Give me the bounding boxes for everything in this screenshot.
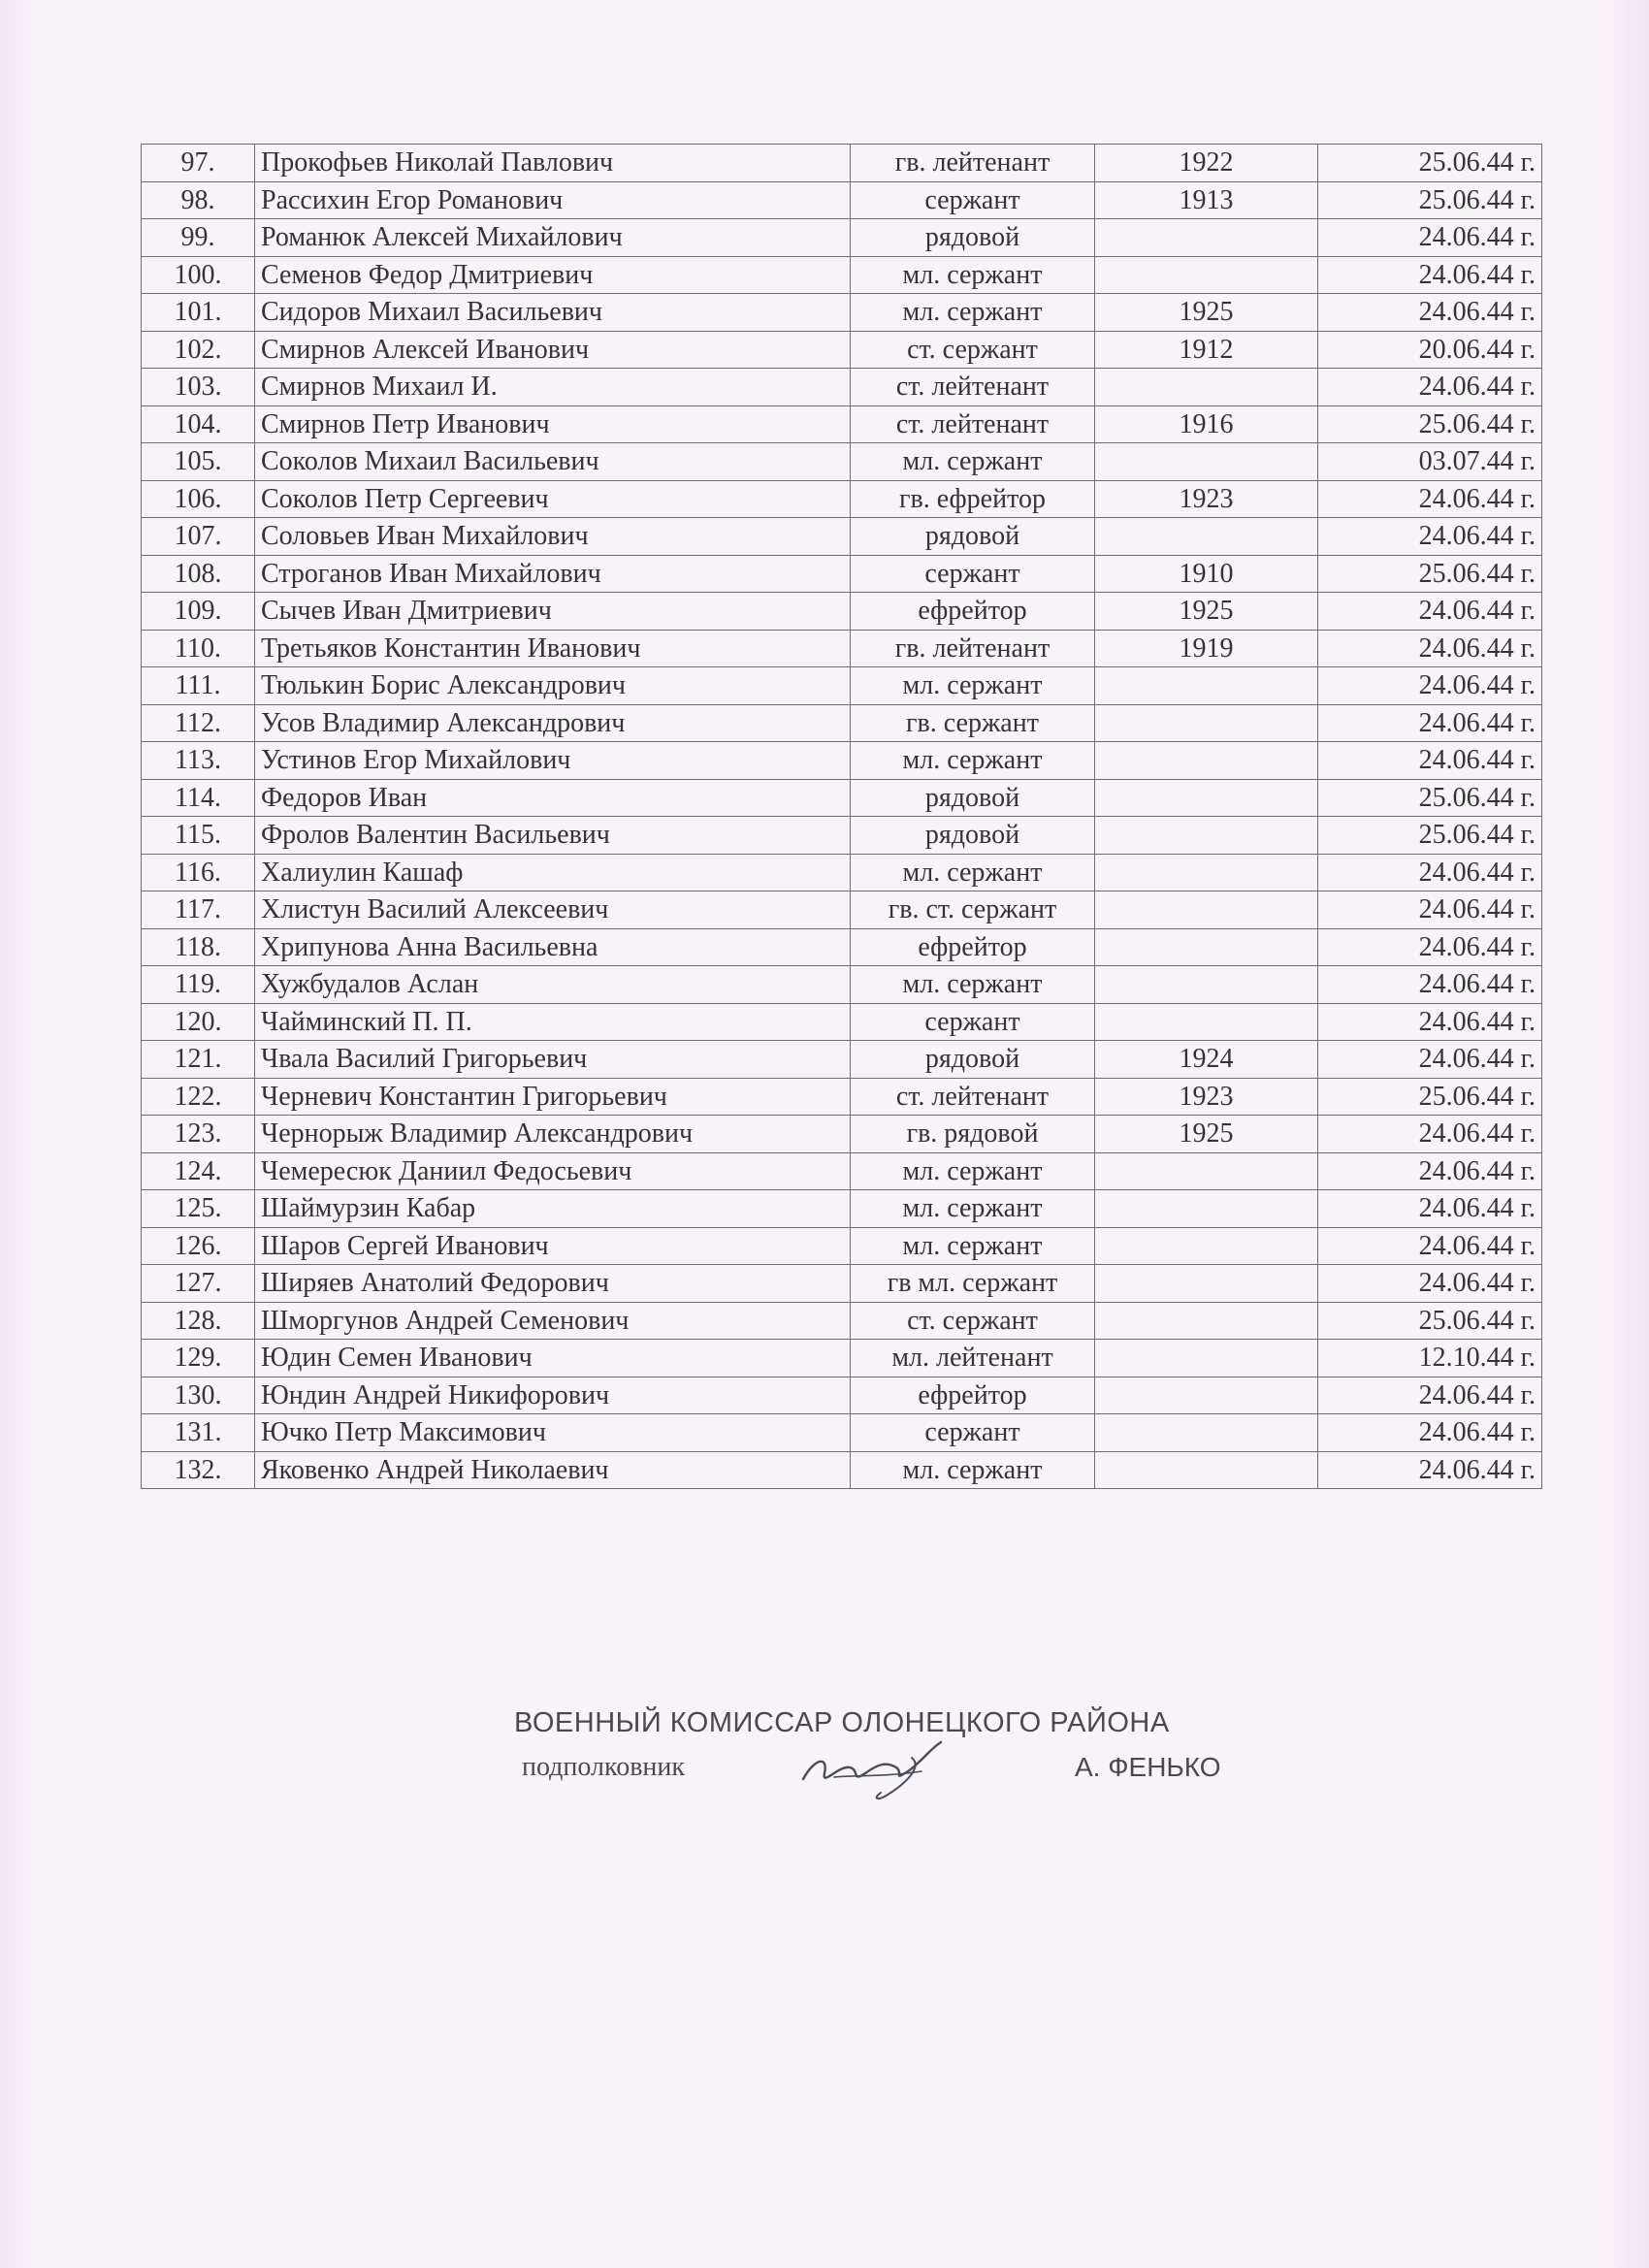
row-number-cell: 120.	[142, 1003, 255, 1041]
military-rank-cell: ефрейтор	[851, 928, 1095, 966]
birth-year-cell	[1095, 443, 1318, 481]
military-rank-cell: ефрейтор	[851, 593, 1095, 631]
row-number-cell: 110.	[142, 630, 255, 667]
death-date-cell: 25.06.44 г.	[1318, 779, 1542, 817]
death-date-cell: 24.06.44 г.	[1318, 928, 1542, 966]
row-number-cell: 129.	[142, 1340, 255, 1377]
birth-year-cell	[1095, 1190, 1318, 1228]
row-number-cell: 119.	[142, 966, 255, 1004]
soldier-name-cell: Сычев Иван Дмитриевич	[255, 593, 851, 631]
military-rank-cell: ст. сержант	[851, 331, 1095, 369]
death-date-cell: 24.06.44 г.	[1318, 369, 1542, 406]
military-rank-cell: мл. сержант	[851, 1190, 1095, 1228]
table-row	[142, 480, 1542, 518]
row-number-cell: 98.	[142, 181, 255, 219]
military-rank-cell: рядовой	[851, 219, 1095, 257]
death-date-cell: 24.06.44 г.	[1318, 294, 1542, 332]
soldier-name-cell: Шаров Сергей Иванович	[255, 1227, 851, 1265]
row-number-cell: 125.	[142, 1190, 255, 1228]
death-date-cell: 24.06.44 г.	[1318, 891, 1542, 929]
soldier-name-cell: Черневич Константин Григорьевич	[255, 1078, 851, 1116]
birth-year-cell	[1095, 518, 1318, 556]
soldier-name-cell: Смирнов Михаил И.	[255, 369, 851, 406]
birth-year-cell: 1925	[1095, 593, 1318, 631]
military-rank-cell: мл. сержант	[851, 1451, 1095, 1489]
soldier-name-cell: Шаймурзин Кабар	[255, 1190, 851, 1228]
soldier-name-cell: Семенов Федор Дмитриевич	[255, 256, 851, 294]
row-number-cell: 107.	[142, 518, 255, 556]
soldier-name-cell: Фролов Валентин Васильевич	[255, 817, 851, 855]
birth-year-cell	[1095, 1003, 1318, 1041]
death-date-cell: 24.06.44 г.	[1318, 742, 1542, 780]
death-date-cell: 25.06.44 г.	[1318, 1302, 1542, 1340]
death-date-cell: 24.06.44 г.	[1318, 593, 1542, 631]
birth-year-cell	[1095, 1302, 1318, 1340]
military-rank-cell: гв. ефрейтор	[851, 480, 1095, 518]
row-number-cell: 122.	[142, 1078, 255, 1116]
row-number-cell: 109.	[142, 593, 255, 631]
commissar-title: ВОЕННЫЙ КОМИССАР ОЛОНЕЦКОГО РАЙОНА	[514, 1707, 1170, 1738]
birth-year-cell	[1095, 1265, 1318, 1303]
soldier-name-cell: Чвала Василий Григорьевич	[255, 1041, 851, 1079]
birth-year-cell	[1095, 704, 1318, 742]
table-row	[142, 145, 1542, 182]
table-row	[142, 1451, 1542, 1489]
death-date-cell: 24.06.44 г.	[1318, 1116, 1542, 1153]
death-date-cell: 24.06.44 г.	[1318, 1265, 1542, 1303]
table-row	[142, 405, 1542, 443]
table-row	[142, 891, 1542, 929]
death-date-cell: 25.06.44 г.	[1318, 405, 1542, 443]
row-number-cell: 103.	[142, 369, 255, 406]
table-row	[142, 742, 1542, 780]
birth-year-cell: 1924	[1095, 1041, 1318, 1079]
row-number-cell: 97.	[142, 145, 255, 182]
birth-year-cell	[1095, 369, 1318, 406]
roster-body	[142, 145, 1542, 1489]
birth-year-cell: 1925	[1095, 294, 1318, 332]
military-rank-cell: мл. сержант	[851, 742, 1095, 780]
soldier-name-cell: Хужбудалов Аслан	[255, 966, 851, 1004]
death-date-cell: 25.06.44 г.	[1318, 555, 1542, 593]
table-row	[142, 1041, 1542, 1079]
death-date-cell: 24.06.44 г.	[1318, 1227, 1542, 1265]
birth-year-cell: 1925	[1095, 1116, 1318, 1153]
military-rank-cell: мл. сержант	[851, 256, 1095, 294]
table-row	[142, 219, 1542, 257]
soldier-name-cell: Прокофьев Николай Павлович	[255, 145, 851, 182]
row-number-cell: 115.	[142, 817, 255, 855]
birth-year-cell	[1095, 817, 1318, 855]
military-rank-cell: ст. лейтенант	[851, 405, 1095, 443]
death-date-cell: 24.06.44 г.	[1318, 1003, 1542, 1041]
row-number-cell: 111.	[142, 667, 255, 705]
soldier-name-cell: Федоров Иван	[255, 779, 851, 817]
birth-year-cell	[1095, 256, 1318, 294]
row-number-cell: 102.	[142, 331, 255, 369]
military-rank-cell: мл. сержант	[851, 966, 1095, 1004]
row-number-cell: 113.	[142, 742, 255, 780]
military-rank-cell: мл. сержант	[851, 294, 1095, 332]
birth-year-cell: 1912	[1095, 331, 1318, 369]
birth-year-cell: 1913	[1095, 181, 1318, 219]
military-rank-cell: рядовой	[851, 518, 1095, 556]
soldier-name-cell: Соловьев Иван Михайлович	[255, 518, 851, 556]
death-date-cell: 24.06.44 г.	[1318, 667, 1542, 705]
birth-year-cell: 1919	[1095, 630, 1318, 667]
row-number-cell: 99.	[142, 219, 255, 257]
soldier-name-cell: Устинов Егор Михайлович	[255, 742, 851, 780]
row-number-cell: 105.	[142, 443, 255, 481]
military-rank-cell: мл. лейтенант	[851, 1340, 1095, 1377]
soldier-name-cell: Шморгунов Андрей Семенович	[255, 1302, 851, 1340]
military-rank-cell: ст. сержант	[851, 1302, 1095, 1340]
table-row	[142, 1190, 1542, 1228]
birth-year-cell	[1095, 1152, 1318, 1190]
military-rank-cell: сержант	[851, 555, 1095, 593]
death-date-cell: 24.06.44 г.	[1318, 966, 1542, 1004]
birth-year-cell	[1095, 742, 1318, 780]
row-number-cell: 126.	[142, 1227, 255, 1265]
handwritten-signature-icon	[795, 1729, 960, 1806]
birth-year-cell: 1923	[1095, 1078, 1318, 1116]
table-row	[142, 928, 1542, 966]
death-date-cell: 24.06.44 г.	[1318, 854, 1542, 891]
soldier-name-cell: Романюк Алексей Михайлович	[255, 219, 851, 257]
birth-year-cell	[1095, 779, 1318, 817]
row-number-cell: 114.	[142, 779, 255, 817]
birth-year-cell	[1095, 854, 1318, 891]
table-row	[142, 1227, 1542, 1265]
table-row	[142, 593, 1542, 631]
birth-year-cell: 1910	[1095, 555, 1318, 593]
military-rank-cell: мл. сержант	[851, 443, 1095, 481]
birth-year-cell: 1923	[1095, 480, 1318, 518]
commissar-rank: подполковник	[522, 1752, 685, 1782]
row-number-cell: 127.	[142, 1265, 255, 1303]
soldier-name-cell: Чайминский П. П.	[255, 1003, 851, 1041]
row-number-cell: 123.	[142, 1116, 255, 1153]
soldier-name-cell: Тюлькин Борис Александрович	[255, 667, 851, 705]
death-date-cell: 25.06.44 г.	[1318, 145, 1542, 182]
soldier-name-cell: Смирнов Алексей Иванович	[255, 331, 851, 369]
row-number-cell: 132.	[142, 1451, 255, 1489]
soldier-name-cell: Чемересюк Даниил Федосьевич	[255, 1152, 851, 1190]
table-row	[142, 369, 1542, 406]
row-number-cell: 116.	[142, 854, 255, 891]
row-number-cell: 117.	[142, 891, 255, 929]
table-row	[142, 555, 1542, 593]
birth-year-cell	[1095, 966, 1318, 1004]
death-date-cell: 03.07.44 г.	[1318, 443, 1542, 481]
military-rank-cell: ефрейтор	[851, 1377, 1095, 1414]
soldier-name-cell: Хлистун Василий Алексеевич	[255, 891, 851, 929]
death-date-cell: 24.06.44 г.	[1318, 480, 1542, 518]
row-number-cell: 131.	[142, 1414, 255, 1452]
soldier-name-cell: Ширяев Анатолий Федорович	[255, 1265, 851, 1303]
military-rank-cell: ст. лейтенант	[851, 1078, 1095, 1116]
soldier-name-cell: Чернорыж Владимир Александрович	[255, 1116, 851, 1153]
soldier-name-cell: Яковенко Андрей Николаевич	[255, 1451, 851, 1489]
military-rank-cell: гв мл. сержант	[851, 1265, 1095, 1303]
death-date-cell: 24.06.44 г.	[1318, 1414, 1542, 1452]
soldier-name-cell: Соколов Михаил Васильевич	[255, 443, 851, 481]
row-number-cell: 121.	[142, 1041, 255, 1079]
military-rank-cell: сержант	[851, 1003, 1095, 1041]
row-number-cell: 100.	[142, 256, 255, 294]
table-row	[142, 181, 1542, 219]
row-number-cell: 108.	[142, 555, 255, 593]
row-number-cell: 101.	[142, 294, 255, 332]
table-row	[142, 1377, 1542, 1414]
military-rank-cell: гв. лейтенант	[851, 145, 1095, 182]
soldier-name-cell: Третьяков Константин Иванович	[255, 630, 851, 667]
row-number-cell: 104.	[142, 405, 255, 443]
birth-year-cell	[1095, 1451, 1318, 1489]
death-date-cell: 24.06.44 г.	[1318, 1377, 1542, 1414]
table-row	[142, 817, 1542, 855]
row-number-cell: 128.	[142, 1302, 255, 1340]
soldier-name-cell: Строганов Иван Михайлович	[255, 555, 851, 593]
row-number-cell: 130.	[142, 1377, 255, 1414]
birth-year-cell	[1095, 928, 1318, 966]
soldier-name-cell: Хрипунова Анна Васильевна	[255, 928, 851, 966]
death-date-cell: 24.06.44 г.	[1318, 256, 1542, 294]
table-row	[142, 331, 1542, 369]
soldier-name-cell: Сидоров Михаил Васильевич	[255, 294, 851, 332]
military-rank-cell: гв. ст. сержант	[851, 891, 1095, 929]
birth-year-cell	[1095, 1414, 1318, 1452]
roster-table	[141, 144, 1542, 1489]
soldier-name-cell: Юндин Андрей Никифорович	[255, 1377, 851, 1414]
soldier-name-cell: Халиулин Кашаф	[255, 854, 851, 891]
military-rank-cell: гв. сержант	[851, 704, 1095, 742]
table-row	[142, 779, 1542, 817]
death-date-cell: 24.06.44 г.	[1318, 630, 1542, 667]
death-date-cell: 24.06.44 г.	[1318, 1041, 1542, 1079]
row-number-cell: 118.	[142, 928, 255, 966]
soldier-name-cell: Соколов Петр Сергеевич	[255, 480, 851, 518]
soldier-name-cell: Юдин Семен Иванович	[255, 1340, 851, 1377]
table-row	[142, 966, 1542, 1004]
row-number-cell: 106.	[142, 480, 255, 518]
table-row	[142, 854, 1542, 891]
birth-year-cell	[1095, 1377, 1318, 1414]
birth-year-cell: 1916	[1095, 405, 1318, 443]
death-date-cell: 24.06.44 г.	[1318, 1152, 1542, 1190]
military-rank-cell: рядовой	[851, 1041, 1095, 1079]
table-row	[142, 704, 1542, 742]
birth-year-cell	[1095, 219, 1318, 257]
military-rank-cell: гв. лейтенант	[851, 630, 1095, 667]
military-rank-cell: ст. лейтенант	[851, 369, 1095, 406]
death-date-cell: 20.06.44 г.	[1318, 331, 1542, 369]
table-row	[142, 1414, 1542, 1452]
table-row	[142, 1302, 1542, 1340]
military-rank-cell: гв. рядовой	[851, 1116, 1095, 1153]
military-rank-cell: мл. сержант	[851, 854, 1095, 891]
soldier-name-cell: Ючко Петр Максимович	[255, 1414, 851, 1452]
death-date-cell: 24.06.44 г.	[1318, 219, 1542, 257]
commissar-name: А. ФЕНЬКО	[1075, 1752, 1221, 1782]
table-row	[142, 518, 1542, 556]
table-row	[142, 1003, 1542, 1041]
table-row	[142, 256, 1542, 294]
military-rank-cell: рядовой	[851, 817, 1095, 855]
soldier-name-cell: Рассихин Егор Романович	[255, 181, 851, 219]
row-number-cell: 112.	[142, 704, 255, 742]
death-date-cell: 24.06.44 г.	[1318, 704, 1542, 742]
table-row	[142, 443, 1542, 481]
birth-year-cell	[1095, 1227, 1318, 1265]
table-row	[142, 1340, 1542, 1377]
table-row	[142, 667, 1542, 705]
birth-year-cell	[1095, 667, 1318, 705]
death-date-cell: 24.06.44 г.	[1318, 1451, 1542, 1489]
table-row	[142, 1152, 1542, 1190]
death-date-cell: 12.10.44 г.	[1318, 1340, 1542, 1377]
military-rank-cell: рядовой	[851, 779, 1095, 817]
table-row	[142, 630, 1542, 667]
death-date-cell: 25.06.44 г.	[1318, 1078, 1542, 1116]
birth-year-cell	[1095, 891, 1318, 929]
death-date-cell: 24.06.44 г.	[1318, 1190, 1542, 1228]
row-number-cell: 124.	[142, 1152, 255, 1190]
military-rank-cell: мл. сержант	[851, 667, 1095, 705]
table-row	[142, 1078, 1542, 1116]
military-rank-cell: сержант	[851, 1414, 1095, 1452]
birth-year-cell: 1922	[1095, 145, 1318, 182]
military-rank-cell: сержант	[851, 181, 1095, 219]
military-rank-cell: мл. сержант	[851, 1227, 1095, 1265]
death-date-cell: 25.06.44 г.	[1318, 181, 1542, 219]
death-date-cell: 25.06.44 г.	[1318, 817, 1542, 855]
death-date-cell: 24.06.44 г.	[1318, 518, 1542, 556]
birth-year-cell	[1095, 1340, 1318, 1377]
soldier-name-cell: Усов Владимир Александрович	[255, 704, 851, 742]
soldier-name-cell: Смирнов Петр Иванович	[255, 405, 851, 443]
military-rank-cell: мл. сержант	[851, 1152, 1095, 1190]
table-row	[142, 1116, 1542, 1153]
table-row	[142, 1265, 1542, 1303]
table-row	[142, 294, 1542, 332]
